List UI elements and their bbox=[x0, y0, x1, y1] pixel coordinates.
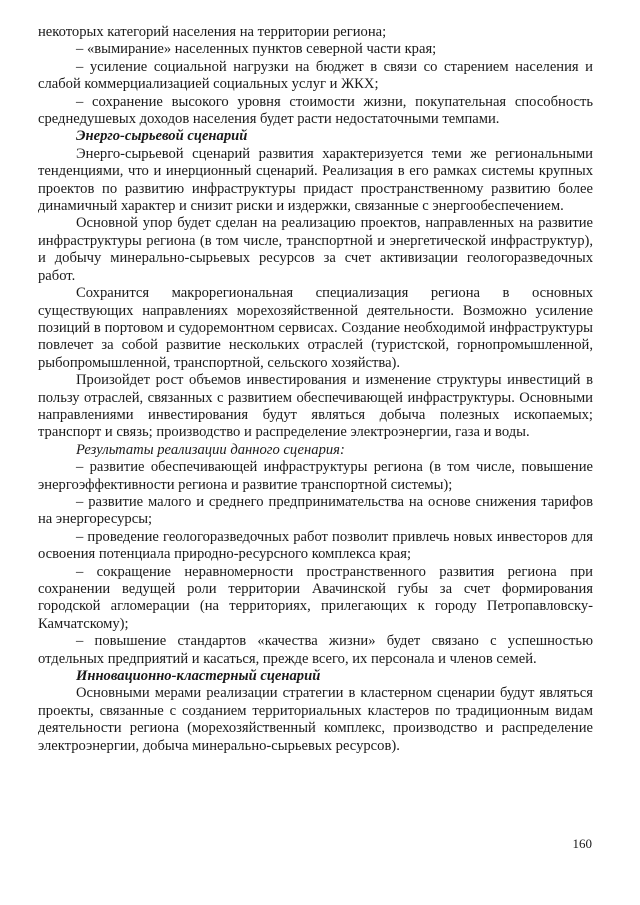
paragraph-continuation: некоторых категорий населения на территории региона; bbox=[38, 24, 387, 40]
paragraph-cluster-measures: Основными мерами реализации стратегии в кластерном сценарии будут являться проекты, связанные с созданием территориальных кластеров по традиционным видам деятельности региона (морехозяйственный комплекс, производство и распределение электроэнергии, добыча минерально-сырьевых ресурсов). bbox=[38, 685, 593, 754]
page-number: 160 bbox=[572, 836, 592, 851]
result-item-infrastructure: – развитие обеспечивающей инфраструктуры региона (в том числе, повышение энергоэффективности региона и развитие транспортной системы); bbox=[38, 459, 593, 493]
paragraph-energy-intro: Энерго-сырьевой сценарий развития характеризуется теми же региональными тенденциями, что и инерционный сценарий. Реализация в его рамках системы крупных проектов по развитию инфраструктуры придаст пространственному развитию более динамичный характер и снизит риски и издержки, связанные с энергообеспечением. bbox=[38, 145, 593, 215]
list-item-social-burden: – усиление социальной нагрузки на бюджет в связи со старением населения и слабой коммерциализацией социальных услуг и ЖКХ; bbox=[38, 58, 593, 93]
list-item-depopulation: – «вымирание» населенных пунктов северной части края; bbox=[76, 41, 437, 58]
list-item-cost-of-living: – сохранение высокого уровня стоимости жизни, покупательная способность среднедушевых доходов населения будет расти недостаточными темпами. bbox=[38, 93, 593, 128]
result-item-geology: – проведение геологоразведочных работ позволит привлечь новых инвесторов для освоения потенциала природно-ресурсного комплекса края; bbox=[38, 528, 593, 563]
result-item-quality-of-life: – повышение стандартов «качества жизни» будет связано с успешностью отдельных предприятий и касаться, прежде всего, их персонала и членов семей. bbox=[38, 633, 593, 667]
result-item-spatial: – сокращение неравномерности пространственного развития региона при сохранении ведущей роли территории Авачинской губы за счет формирования городской агломерации (на территориях, прилегающих к городу Петропавловску-Камчатскому); bbox=[38, 563, 593, 632]
paragraph-energy-focus: Основной упор будет сделан на реализацию проектов, направленных на развитие инфраструктуры региона (в том числе, транспортной и энергетической инфраструктур), и добычу минерально-сырьевых ресурсов за счет активизации геологоразведочных работ. bbox=[38, 215, 593, 284]
paragraph-specialization: Сохранится макрорегиональная специализация региона в основных существующих направлениях морехозяйственной деятельности. Возможно усиление позиций в портовом и судоремонтном сервисах. Создание необходимой инфраструктуры повлечет за собой развитие нескольких отраслей (туристской, горнопромышленной, рыбопромышленной, транспортной, сельского хозяйства). bbox=[38, 285, 593, 371]
paragraph-investment: Произойдет рост объемов инвестирования и изменение структуры инвестиций в пользу отраслей, связанных с развитием обеспечивающей инфраструктуры. Основными направлениями инвестирования будут являться добыча полезных ископаемых; транспорт и связь; производство и распределение электроэнергии, газа и воды. bbox=[38, 372, 593, 441]
subheading-results: Результаты реализации данного сценария: bbox=[76, 441, 345, 458]
section-heading-innovation-cluster: Инновационно-кластерный сценарий bbox=[76, 668, 321, 685]
result-item-small-business: – развитие малого и среднего предпринимательства на основе снижения тарифов на энергоресурсы; bbox=[38, 493, 593, 528]
document-page bbox=[38, 24, 593, 755]
section-heading-energy-resource: Энерго-сырьевой сценарий bbox=[76, 128, 248, 145]
